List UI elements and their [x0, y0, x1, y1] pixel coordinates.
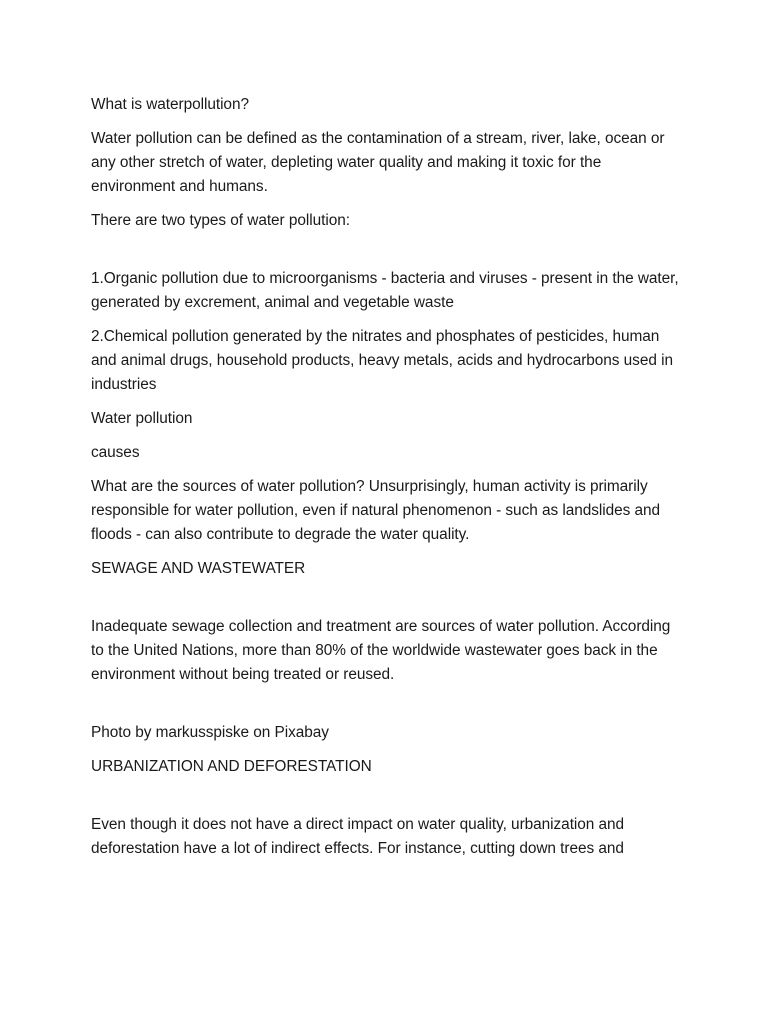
chemical-pollution-paragraph: 2.Chemical pollution generated by the nitrates and phosphates of pesticides, human and animal drugs, household products, heavy metals, acids and hydrocarbons used in industries: [91, 328, 673, 393]
water-pollution-label: Water pollution: [91, 410, 193, 427]
urbanization-heading: URBANIZATION AND DEFORESTATION: [91, 758, 372, 775]
sewage-paragraph: Inadequate sewage collection and treatment are sources of water pollution. According to the United Nations, more than 80% of the worldwide wastewater goes back in the environment without being treated or reused.: [91, 618, 671, 683]
types-intro-paragraph: There are two types of water pollution:: [91, 212, 350, 229]
urbanization-paragraph: Even though it does not have a direct impact on water quality, urbanization and deforestation have a lot of indirect effects. For instance, cutting down trees and: [91, 816, 625, 857]
document-body: [91, 93, 681, 871]
photo-credit: Photo by markusspiske on Pixabay: [91, 724, 329, 741]
causes-label: causes: [91, 444, 140, 461]
organic-pollution-paragraph: 1.Organic pollution due to microorganisms - bacteria and viruses - present in the water, generated by excrement, animal and vegetable waste: [91, 270, 679, 311]
sewage-heading: SEWAGE AND WASTEWATER: [91, 560, 306, 577]
sources-paragraph: What are the sources of water pollution? Unsurprisingly, human activity is primarily responsible for water pollution, even if natural phenomenon - such as landslides and floods - can also contribute to degrade the water quality.: [91, 478, 661, 543]
definition-paragraph: Water pollution can be defined as the contamination of a stream, river, lake, ocean or any other stretch of water, depleting water quality and making it toxic for the environment and humans.: [91, 130, 665, 195]
question-heading: What is waterpollution?: [91, 96, 249, 113]
